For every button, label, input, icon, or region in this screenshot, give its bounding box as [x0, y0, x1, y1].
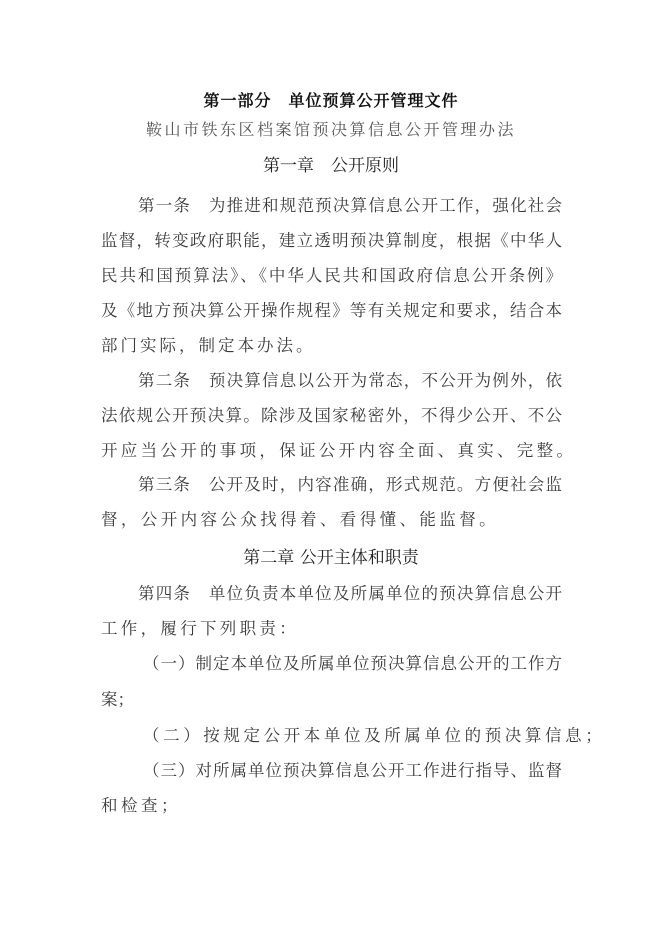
paragraph-line: 及《地方预决算公开操作规程》等有关规定和要求，结合本	[101, 301, 562, 320]
document-title: 第一部分 单位预算公开管理文件	[203, 91, 459, 110]
paragraph-line: 民共和国预算法》、《中华人民共和国政府信息公开条例》	[101, 266, 562, 285]
paragraph-line: 开应当公开的事项，保证公开内容全面、真实、完整。	[101, 441, 577, 460]
paragraph-line: 和检查；	[101, 796, 181, 815]
paragraph-line: 第二条 预决算信息以公开为常态，不公开为例外，依	[138, 371, 562, 390]
paragraph-line: 第四条 单位负责本单位及所属单位的预决算信息公开	[138, 584, 562, 603]
paragraph-line: 第一条 为推进和规范预决算信息公开工作，强化社会	[138, 196, 562, 215]
document-subtitle: 鞍山市铁东区档案馆预决算信息公开管理办法	[145, 120, 516, 139]
paragraph-line: （二）按规定公开本单位及所属单位的预决算信息；	[143, 726, 606, 745]
paragraph-line: 部门实际，制定本办法。	[101, 336, 316, 355]
paragraph-line: 法依规公开预决算。除涉及国家秘密外，不得少公开、不公	[101, 406, 562, 425]
paragraph-line: 工作，履行下列职责：	[101, 619, 299, 638]
paragraph-line: 案；	[101, 690, 134, 709]
paragraph-line: 监督，转变政府职能，建立透明预决算制度，根据《中华人	[101, 231, 562, 250]
paragraph-line: （一）制定本单位及所属单位预决算信息公开的工作方	[143, 654, 562, 673]
chapter-heading: 第二章 公开主体和职责	[243, 548, 419, 568]
paragraph-line: 督，公开内容公众找得着、看得懂、能监督。	[101, 510, 499, 529]
chapter-heading: 第一章 公开原则	[263, 156, 399, 176]
paragraph-line: （三）对所属单位预决算信息公开工作进行指导、监督	[143, 761, 562, 780]
paragraph-line: 第三条 公开及时，内容准确，形式规范。方便社会监	[138, 475, 562, 494]
